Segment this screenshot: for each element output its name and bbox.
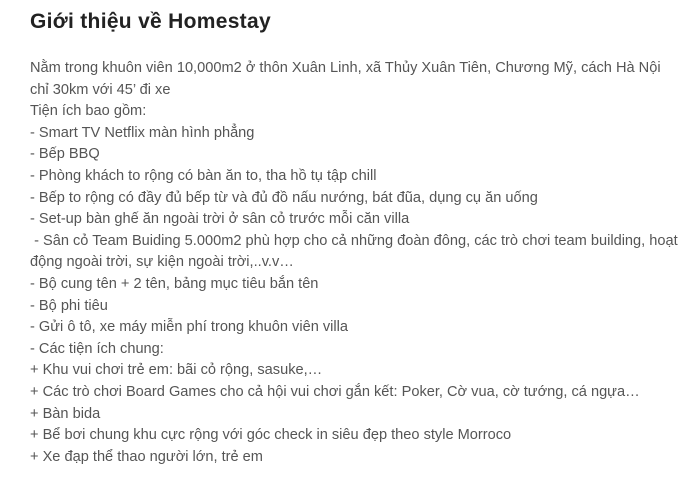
amenity-item: - Bếp BBQ [30,146,100,163]
amenities-heading: Tiện ích bao gồm: [30,103,147,120]
amenity-item: - Set-up bàn ghế ăn ngoài trời ở sân cỏ trước mỗi căn villa [30,211,410,228]
amenity-item: - Smart TV Netflix màn hình phẳng [30,124,255,141]
section-title: Giới thiệu về Homestay [30,10,271,33]
description-body [30,58,680,468]
amenity-item: - Phòng khách to rộng có bàn ăn to, tha hồ tụ tập chill [30,167,377,184]
amenity-item: - Gửi ô tô, xe máy miễn phí trong khuôn viên villa [30,319,349,336]
shared-amenity-item: + Bàn bida [30,405,101,422]
amenity-item: - Bộ phi tiêu [30,297,108,314]
amenity-item: - Sân cỏ Team Buiding 5.000m2 phù hợp cho cả những đoàn đông, các trò chơi team building, hoạt động ngoài trời, sự kiện ngoài trời,..v.v… [30,232,682,271]
amenity-item: - Bộ cung tên + 2 tên, bảng mục tiêu bắn tên [30,275,319,292]
shared-amenity-item: + Xe đạp thể thao người lớn, trẻ em [30,448,263,465]
shared-amenities-heading: - Các tiện ích chung: [30,340,164,357]
amenity-item: - Bếp to rộng có đầy đủ bếp từ và đủ đồ nấu nướng, bát đũa, dụng cụ ăn uống [30,189,538,206]
description-line-location: Nằm trong khuôn viên 10,000m2 ở thôn Xuân Linh, xã Thủy Xuân Tiên, Chương Mỹ, cách Hà Nội chỉ 30km với 45’ đi xe [30,60,665,98]
shared-amenity-item: + Các trò chơi Board Games cho cả hội vui chơi gắn kết: Poker, Cờ vua, cờ tướng, cá ngựa… [30,383,640,400]
shared-amenity-item: + Bể bơi chung khu cực rộng với góc check in siêu đẹp theo style Morroco [30,427,512,444]
shared-amenity-item: + Khu vui chơi trẻ em: bãi cỏ rộng, sasuke,… [30,362,323,379]
